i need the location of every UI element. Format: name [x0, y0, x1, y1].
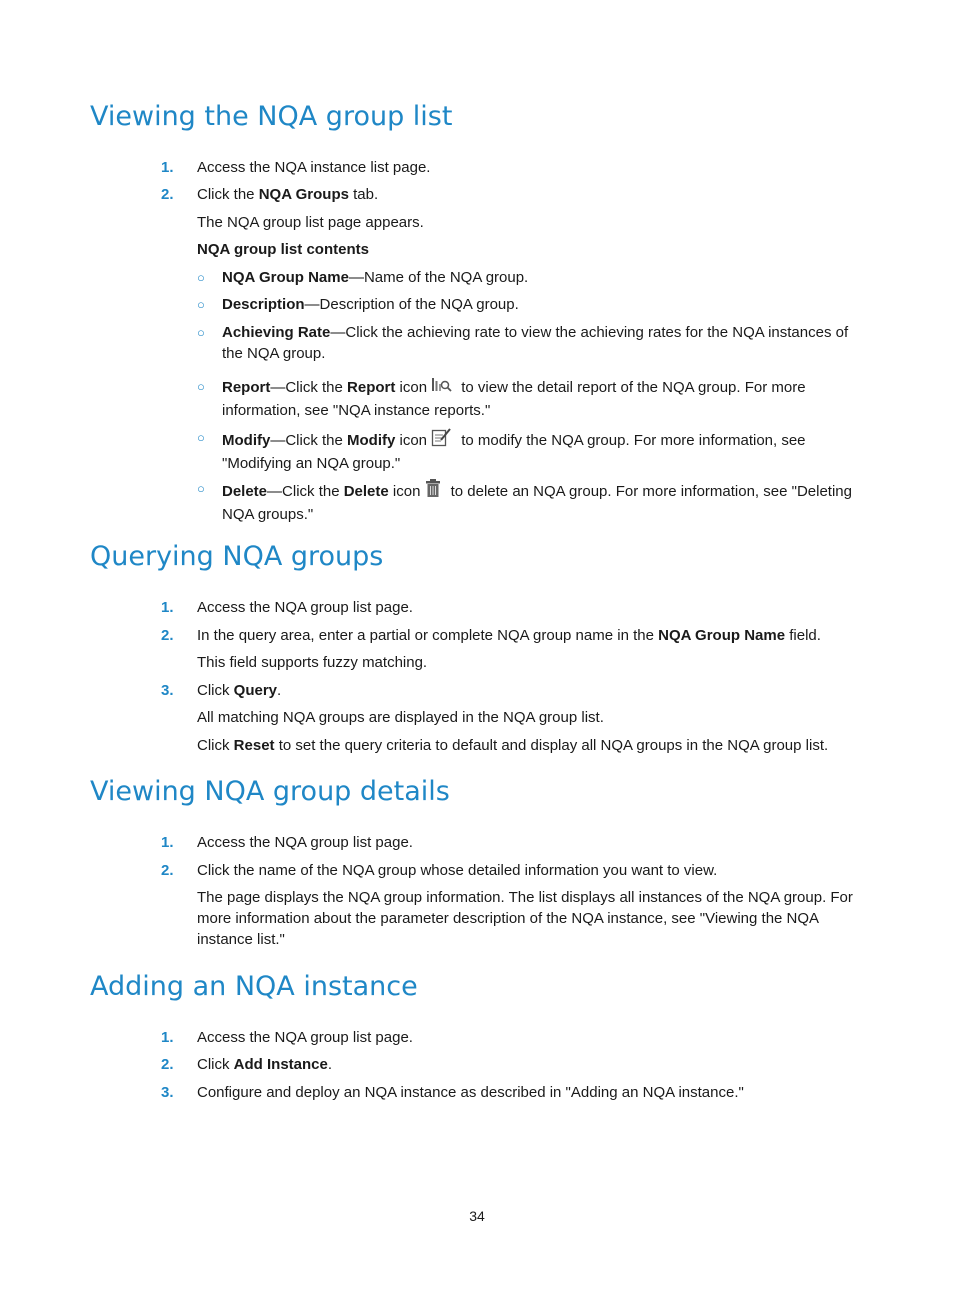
step-text: Access the NQA group list page. [197, 834, 413, 851]
ui-term: NQA Groups [258, 186, 349, 203]
report-icon[interactable] [431, 376, 453, 400]
step-note: The page displays the NQA group information. The list displays all instances of the NQA group. For more information about the parameter description of the NQA instance, see "Viewing the NQA instance list." [197, 889, 853, 948]
step-number: 1. [161, 599, 174, 616]
modify-icon[interactable] [431, 427, 453, 453]
step-result: The NQA group list page appears. [197, 214, 424, 231]
bullet-item: Report—Click the Report icon to view the detail report of the NQA group. For more information, see "NQA instance reports." [222, 376, 867, 421]
step-number: 2. [161, 186, 174, 203]
step-number: 1. [161, 159, 174, 176]
step-text: Configure and deploy an NQA instance as described in "Adding an NQA instance." [197, 1084, 744, 1101]
step-text: Access the NQA group list page. [197, 1029, 413, 1046]
bullet-item: Achieving Rate—Click the achieving rate to view the achieving rates for the NQA instances of the NQA group. [222, 324, 849, 362]
step-note: All matching NQA groups are displayed in the NQA group list. [197, 709, 604, 726]
step-text: Access the NQA group list page. [197, 599, 413, 616]
step-number: 2. [161, 1056, 174, 1073]
step-text: In the query area, enter a partial or complete NQA group name in the NQA Group Name field. [197, 627, 821, 644]
step-text: Click the name of the NQA group whose detailed information you want to view. [197, 862, 718, 879]
bullet-marker: ○ [197, 270, 205, 285]
section-title-viewing-group-list: Viewing the NQA group list [90, 101, 453, 132]
bullet-marker: ○ [197, 379, 205, 394]
bullet-item: Delete—Click the Delete icon to delete an NQA group. For more information, see "Deleting NQA groups." [222, 478, 867, 525]
bullet-item: Description—Description of the NQA group. [222, 296, 519, 313]
step-number: 3. [161, 1084, 174, 1101]
step-number: 2. [161, 627, 174, 644]
section-title-querying-groups: Querying NQA groups [90, 541, 384, 572]
step-note: This field supports fuzzy matching. [197, 654, 428, 671]
section-title-viewing-group-details: Viewing NQA group details [90, 776, 450, 807]
step-text: Click Add Instance. [197, 1056, 333, 1073]
page-number: 34 [469, 1208, 485, 1224]
bullet-item: Modify—Click the Modify icon to modify the NQA group. For more information, see "Modifying an NQA group." [222, 427, 867, 474]
bullet-marker: ○ [197, 481, 205, 496]
step-number: 3. [161, 682, 174, 699]
delete-icon[interactable] [424, 478, 442, 504]
step-text: Click the NQA Groups tab. [197, 186, 379, 203]
step-number: 1. [161, 1029, 174, 1046]
section-title-adding-instance: Adding an NQA instance [90, 971, 418, 1002]
step-text: Click Query. [197, 682, 282, 699]
step-text: Access the NQA instance list page. [197, 159, 431, 176]
bullet-marker: ○ [197, 297, 205, 312]
step-note: Click Reset to set the query criteria to default and display all NQA groups in the NQA group list. [197, 737, 829, 754]
bullet-item: NQA Group Name—Name of the NQA group. [222, 269, 529, 286]
contents-heading: NQA group list contents [197, 241, 369, 258]
bullet-marker: ○ [197, 325, 205, 340]
step-number: 2. [161, 862, 174, 879]
step-number: 1. [161, 834, 174, 851]
bullet-marker: ○ [197, 430, 205, 445]
